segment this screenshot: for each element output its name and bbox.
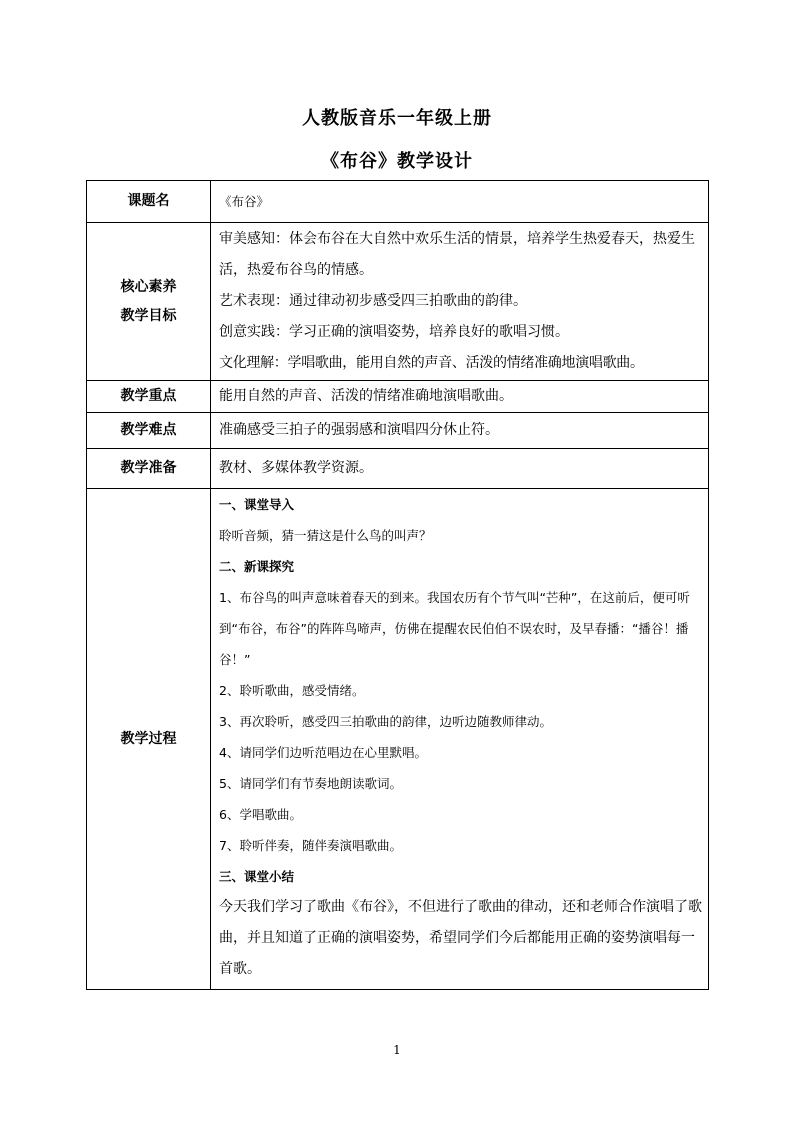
process-step: 4、请同学们边听范唱边在心里默唱。 [219,745,427,760]
goal-item: 文化理解：学唱歌曲，能用自然的声音、活泼的情绪准确地演唱歌曲。 [219,355,644,371]
goals-content [211,223,709,381]
process-step: 6、学唱歌曲。 [219,807,302,822]
document-subtitle: 《布谷》教学设计 [321,151,473,172]
table-row-difficulty [87,413,709,449]
goal-item: 创意实践：学习正确的演唱姿势，培养良好的歌唱习惯。 [219,324,569,340]
table-row-goals [87,223,709,381]
section-heading: 三、课堂小结 [219,869,295,884]
page-number: 1 [393,1043,401,1057]
key-point-label: 教学重点 [87,381,211,413]
process-content [211,489,709,990]
goal-item: 审美感知：体会布谷在大自然中欢乐生活的情景，培养学生热爱春天，热爱生活，热爱布谷鸟的情感。 [219,231,695,278]
table-row-process [87,489,709,990]
lesson-plan-table [86,180,709,990]
goals-label [87,223,211,381]
topic-value: 《布谷》 [211,181,709,223]
table-row-key-point [87,381,709,413]
process-step: 1、布谷鸟的叫声意味着春天的到来。我国农历有个节气叫“芒种”，在这前后，便可听到“布谷，布谷”的阵阵鸟啼声，仿佛在提醒农民伯伯不误农时，及早春播：“播谷！播谷！” [219,590,690,667]
preparation-label: 教学准备 [87,449,211,489]
preparation-value: 教材、多媒体教学资源。 [211,449,709,489]
key-point-value: 能用自然的声音、活泼的情绪准确地演唱歌曲。 [211,381,709,413]
table-row-topic [87,181,709,223]
process-step: 7、聆听伴奏，随伴奏演唱歌曲。 [219,838,402,853]
process-summary: 今天我们学习了歌曲《布谷》，不但进行了歌曲的律动，还和老师合作演唱了歌曲，并且知道了正确的演唱姿势，希望同学们今后都能用正确的姿势演唱每一首歌。 [219,899,702,977]
goal-item: 艺术表现：通过律动初步感受四三拍歌曲的韵律。 [219,293,527,309]
process-label: 教学过程 [87,489,211,990]
topic-label: 课题名 [87,181,211,223]
process-step: 3、再次聆听，感受四三拍歌曲的韵律，边听边随教师律动。 [219,714,552,729]
goals-label-line1: 核心素养 [120,278,177,295]
section-heading: 二、新课探究 [219,559,295,574]
table-row-preparation [87,449,709,489]
section-heading: 一、课堂导入 [219,497,295,512]
process-step: 5、请同学们有节奏地朗读歌词。 [219,776,402,791]
process-step: 2、聆听歌曲，感受情绪。 [219,683,365,698]
process-text: 聆听音频，猜一猜这是什么鸟的叫声？ [219,528,432,543]
difficulty-label: 教学难点 [87,413,211,449]
difficulty-value: 准确感受三拍子的强弱感和演唱四分休止符。 [211,413,709,449]
document-title: 人教版音乐一年级上册 [302,108,492,129]
goals-label-line2: 教学目标 [120,307,177,324]
